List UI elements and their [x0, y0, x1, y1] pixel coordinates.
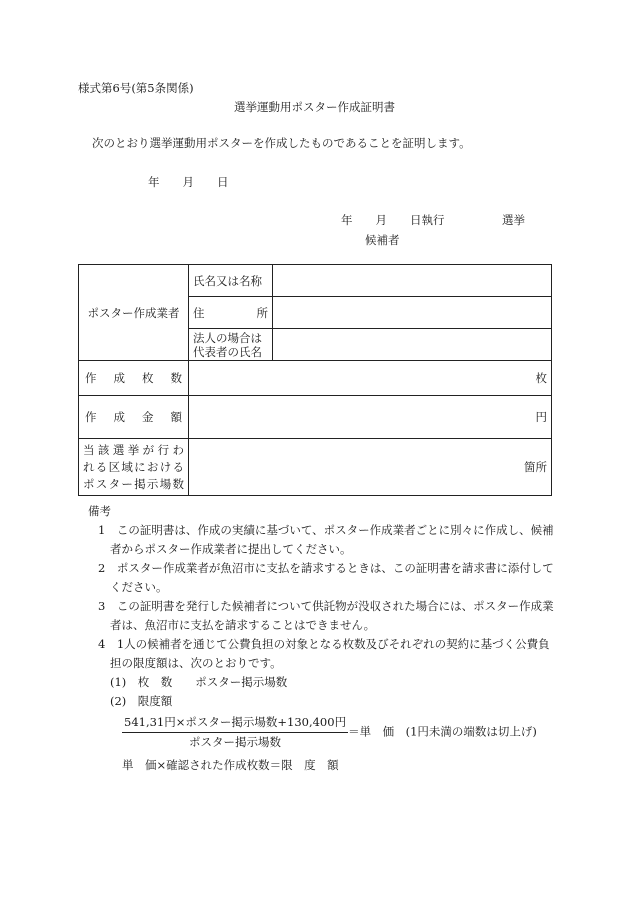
count-label: 作成枚数 [79, 361, 189, 396]
poster-places-label-line2: れる区域における [83, 459, 184, 474]
poster-places-unit: 箇所 [524, 460, 547, 474]
count-field[interactable] [189, 361, 552, 396]
remark-item-3: 3 この証明書を発行した候補者について供託物が没収された場合には、ポスター作成業者は、魚沼市に支払を請求することはできません。 [98, 599, 554, 632]
formula-denominator: ポスター掲示場数 [189, 735, 282, 749]
remarks-heading: 備考 [88, 504, 111, 518]
election-date-line: 年 月 日執行 選挙 [341, 213, 525, 227]
form-number: 様式第6号(第5条関係) [78, 81, 194, 95]
document-title: 選挙運動用ポスター作成証明書 [234, 100, 395, 114]
certification-statement: 次のとおり選挙運動用ポスターを作成したものであることを証明します。 [92, 136, 471, 150]
poster-places-field[interactable] [189, 439, 552, 496]
remark-sub-1: (1) 枚 数 ポスター掲示場数 [110, 675, 288, 689]
address-label: 住所 [189, 297, 273, 329]
remark-sub-2: (2) 限度額 [110, 694, 173, 708]
formula-fraction [122, 713, 348, 752]
representative-field[interactable] [273, 329, 552, 361]
formula-numerator: 541,31円×ポスター掲示場数+130,400円 [122, 713, 348, 733]
producer-label: ポスター作成業者 [79, 265, 189, 361]
representative-label-line1: 法人の場合は [193, 330, 262, 345]
candidate-label: 候補者 [365, 233, 400, 247]
representative-label-line2: 代表者の氏名 [193, 344, 262, 359]
amount-field[interactable] [189, 396, 552, 439]
formula-result: ＝単 価 (1円未満の端数は切上げ) [348, 724, 537, 739]
remark-item-2: 2 ポスター作成業者が魚沼市に支払を請求するときは、この証明書を請求書に添付してください。 [98, 561, 554, 594]
name-label: 氏名又は名称 [189, 265, 273, 297]
issue-date-line: 年 月 日 [148, 175, 229, 189]
poster-places-label-line3: ポスター掲示場数 [83, 476, 184, 491]
remark-item-1: 1 この証明書は、作成の実績に基づいて、ポスター作成業者ごとに別々に作成し、候補者からポスター作成業者に提出してください。 [98, 523, 554, 556]
address-field[interactable] [273, 297, 552, 329]
remark-item-4: 4 1人の候補者を通じて公費負担の対象となる枚数及びそれぞれの契約に基づく公費負担の限度額は、次のとおりです。 [98, 637, 550, 670]
representative-label [189, 329, 273, 361]
poster-places-label [79, 439, 189, 496]
remarks-section [88, 502, 558, 775]
formula-block [122, 713, 558, 752]
amount-label: 作成金額 [79, 396, 189, 439]
amount-unit: 円 [535, 410, 547, 424]
certification-table [78, 264, 552, 496]
count-unit: 枚 [535, 371, 547, 385]
formula-line-2: 単 価×確認された作成枚数＝限 度 額 [122, 758, 339, 772]
poster-places-label-line1: 当該選挙が行わ [83, 442, 184, 457]
name-field[interactable] [273, 265, 552, 297]
